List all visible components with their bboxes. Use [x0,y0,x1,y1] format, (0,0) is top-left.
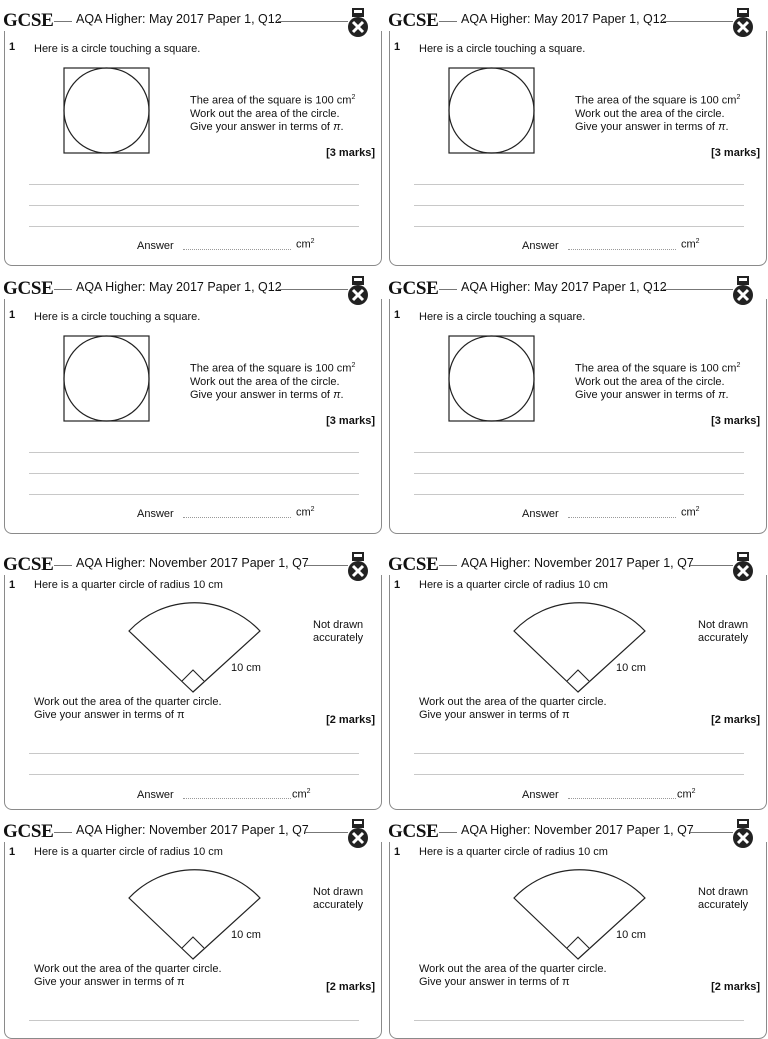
pi-symbol: π [718,120,726,133]
desc-line3: Give your answer in terms of [190,120,330,133]
working-line [414,473,744,474]
header-divider [54,289,72,290]
question-card-quarter-circle [4,552,382,810]
header-divider [439,832,457,833]
working-line [29,184,359,185]
desc-line3-end: . [340,120,344,133]
question-intro: Here is a quarter circle of radius 10 cm [34,579,223,591]
not-drawn-accurately-note: Not drawn accurately [698,619,749,644]
desc-line2: Give your answer in terms of π [34,976,185,988]
question-intro: Here is a quarter circle of radius 10 cm [419,846,608,858]
calculator-cross-icon [731,551,755,585]
calculator-cross-icon [346,275,370,309]
question-number: 1 [394,309,401,321]
working-line [414,774,744,775]
pi-symbol: π [333,120,341,133]
header-divider [663,21,733,22]
calculator-cross-icon [731,275,755,309]
question-card-circle [4,8,382,266]
pi-symbol: π [333,388,341,401]
gcse-brand: GCSE [3,278,54,299]
card-header [385,816,768,842]
card-header [385,549,768,575]
desc-line3-end: . [340,388,344,401]
working-line [414,205,744,206]
header-divider [54,21,72,22]
radius-label: 10 cm [616,929,646,941]
card-header [0,549,388,575]
question-card-circle [4,276,382,534]
header-divider [439,565,457,566]
circle-in-square-figure [63,335,151,423]
answer-label: Answer [137,240,174,252]
answer-unit: $cm^2$ [296,506,315,519]
card-header [385,273,768,299]
desc-line2: Work out the area of the circle. [575,375,725,388]
question-number: 1 [394,41,401,53]
card-header [0,816,388,842]
header-divider [690,832,733,833]
question-intro: Here is a circle touching a square. [419,43,586,55]
answer-unit: $cm^2$ [677,788,696,801]
gcse-brand: GCSE [3,10,54,31]
radius-label: 10 cm [231,662,261,674]
gcse-brand: GCSE [3,821,54,842]
answer-label: Answer [522,240,559,252]
desc-line1: Work out the area of the quarter circle. [419,696,607,708]
header-divider [305,565,348,566]
answer-line[interactable] [183,517,291,518]
quarter-circle-figure [123,848,267,964]
question-description [34,963,222,989]
header-divider [663,289,733,290]
answer-label: Answer [522,508,559,520]
question-card-quarter-circle [389,819,767,1039]
quarter-circle-figure [508,848,652,964]
answer-line[interactable] [568,798,676,799]
working-line [29,452,359,453]
header-divider [278,21,348,22]
answer-label: Answer [137,789,174,801]
question-description [575,359,740,402]
working-line [414,452,744,453]
question-intro: Here is a circle touching a square. [34,43,201,55]
question-intro: Here is a quarter circle of radius 10 cm [419,579,608,591]
working-line [414,184,744,185]
answer-line[interactable] [183,249,291,250]
gcse-brand: GCSE [3,554,54,575]
working-line [29,205,359,206]
quarter-circle-figure [123,581,267,697]
gcse-brand: GCSE [388,554,439,575]
answer-unit: $cm^2$ [292,788,311,801]
question-number: 1 [9,41,16,53]
desc-line1: The area of the square is 100 cm [575,94,737,107]
header-divider [439,21,457,22]
working-line [29,494,359,495]
marks-label: [3 marks] [326,415,375,427]
marks-label: [2 marks] [711,981,760,993]
desc-line3: Give your answer in terms of [190,388,330,401]
working-line [414,753,744,754]
working-line [29,1020,359,1021]
working-line [29,226,359,227]
question-description [419,696,607,722]
calculator-cross-icon [731,818,755,852]
answer-line[interactable] [568,249,676,250]
marks-label: [3 marks] [711,415,760,427]
desc-line1: The area of the square is 100 cm [190,94,352,107]
answer-line[interactable] [568,517,676,518]
card-header [0,5,388,31]
question-description [34,696,222,722]
question-card-circle [389,276,767,534]
desc-line1: Work out the area of the quarter circle. [34,963,222,975]
desc-line1: The area of the square is 100 cm [190,362,352,375]
working-line [414,1020,744,1021]
calculator-cross-icon [731,7,755,41]
answer-line[interactable] [183,798,291,799]
desc-line3-end: . [725,388,729,401]
marks-label: [3 marks] [326,147,375,159]
desc-line3: Give your answer in terms of [575,120,715,133]
calculator-cross-icon [346,818,370,852]
desc-line1: Work out the area of the quarter circle. [34,696,222,708]
radius-label: 10 cm [616,662,646,674]
desc-line3-end: . [725,120,729,133]
desc-line1: The area of the square is 100 cm [575,362,737,375]
question-title: AQA Higher: November 2017 Paper 1, Q7 [461,823,694,837]
radius-label: 10 cm [231,929,261,941]
desc-line2: Give your answer in terms of π [419,976,570,988]
card-header [0,273,388,299]
superscript: 2 [351,94,356,101]
answer-label: Answer [137,508,174,520]
question-title: AQA Higher: November 2017 Paper 1, Q7 [461,556,694,570]
gcse-brand: GCSE [388,821,439,842]
question-title: AQA Higher: May 2017 Paper 1, Q12 [76,12,282,26]
question-title: AQA Higher: November 2017 Paper 1, Q7 [76,823,309,837]
superscript: 2 [736,94,741,101]
header-divider [690,565,733,566]
marks-label: [2 marks] [326,981,375,993]
header-divider [439,289,457,290]
answer-unit: $cm^2$ [681,506,700,519]
not-drawn-accurately-note: Not drawn accurately [313,886,364,911]
question-title: AQA Higher: November 2017 Paper 1, Q7 [76,556,309,570]
question-number: 1 [394,579,401,591]
question-intro: Here is a circle touching a square. [34,311,201,323]
question-description [575,91,740,134]
question-description [419,963,607,989]
desc-line1: Work out the area of the quarter circle. [419,963,607,975]
header-divider [305,832,348,833]
pi-symbol: π [718,388,726,401]
marks-label: [3 marks] [711,147,760,159]
question-card-quarter-circle [389,552,767,810]
calculator-cross-icon [346,551,370,585]
superscript: 2 [351,362,356,369]
question-intro: Here is a quarter circle of radius 10 cm [34,846,223,858]
question-title: AQA Higher: May 2017 Paper 1, Q12 [461,280,667,294]
question-number: 1 [9,846,16,858]
not-drawn-accurately-note: Not drawn accurately [313,619,364,644]
question-card-quarter-circle [4,819,382,1039]
question-description [190,91,355,134]
superscript: 2 [736,362,741,369]
marks-label: [2 marks] [711,714,760,726]
header-divider [54,832,72,833]
working-line [414,226,744,227]
question-title: AQA Higher: May 2017 Paper 1, Q12 [76,280,282,294]
card-header [385,5,768,31]
answer-label: Answer [522,789,559,801]
desc-line2: Give your answer in terms of π [419,709,570,721]
working-line [414,494,744,495]
answer-unit: $cm^2$ [681,238,700,251]
question-description [190,359,355,402]
answer-unit: $cm^2$ [296,238,315,251]
question-number: 1 [9,579,16,591]
question-number: 1 [394,846,401,858]
gcse-brand: GCSE [388,10,439,31]
circle-in-square-figure [448,67,536,155]
question-number: 1 [9,309,16,321]
header-divider [278,289,348,290]
quarter-circle-figure [508,581,652,697]
working-line [29,774,359,775]
not-drawn-accurately-note: Not drawn accurately [698,886,749,911]
circle-in-square-figure [448,335,536,423]
desc-line2: Work out the area of the circle. [190,107,340,120]
question-title: AQA Higher: May 2017 Paper 1, Q12 [461,12,667,26]
circle-in-square-figure [63,67,151,155]
working-line [29,753,359,754]
desc-line2: Work out the area of the circle. [575,107,725,120]
desc-line2: Work out the area of the circle. [190,375,340,388]
marks-label: [2 marks] [326,714,375,726]
working-line [29,473,359,474]
desc-line2: Give your answer in terms of π [34,709,185,721]
question-intro: Here is a circle touching a square. [419,311,586,323]
desc-line3: Give your answer in terms of [575,388,715,401]
gcse-brand: GCSE [388,278,439,299]
question-card-circle [389,8,767,266]
calculator-cross-icon [346,7,370,41]
header-divider [54,565,72,566]
